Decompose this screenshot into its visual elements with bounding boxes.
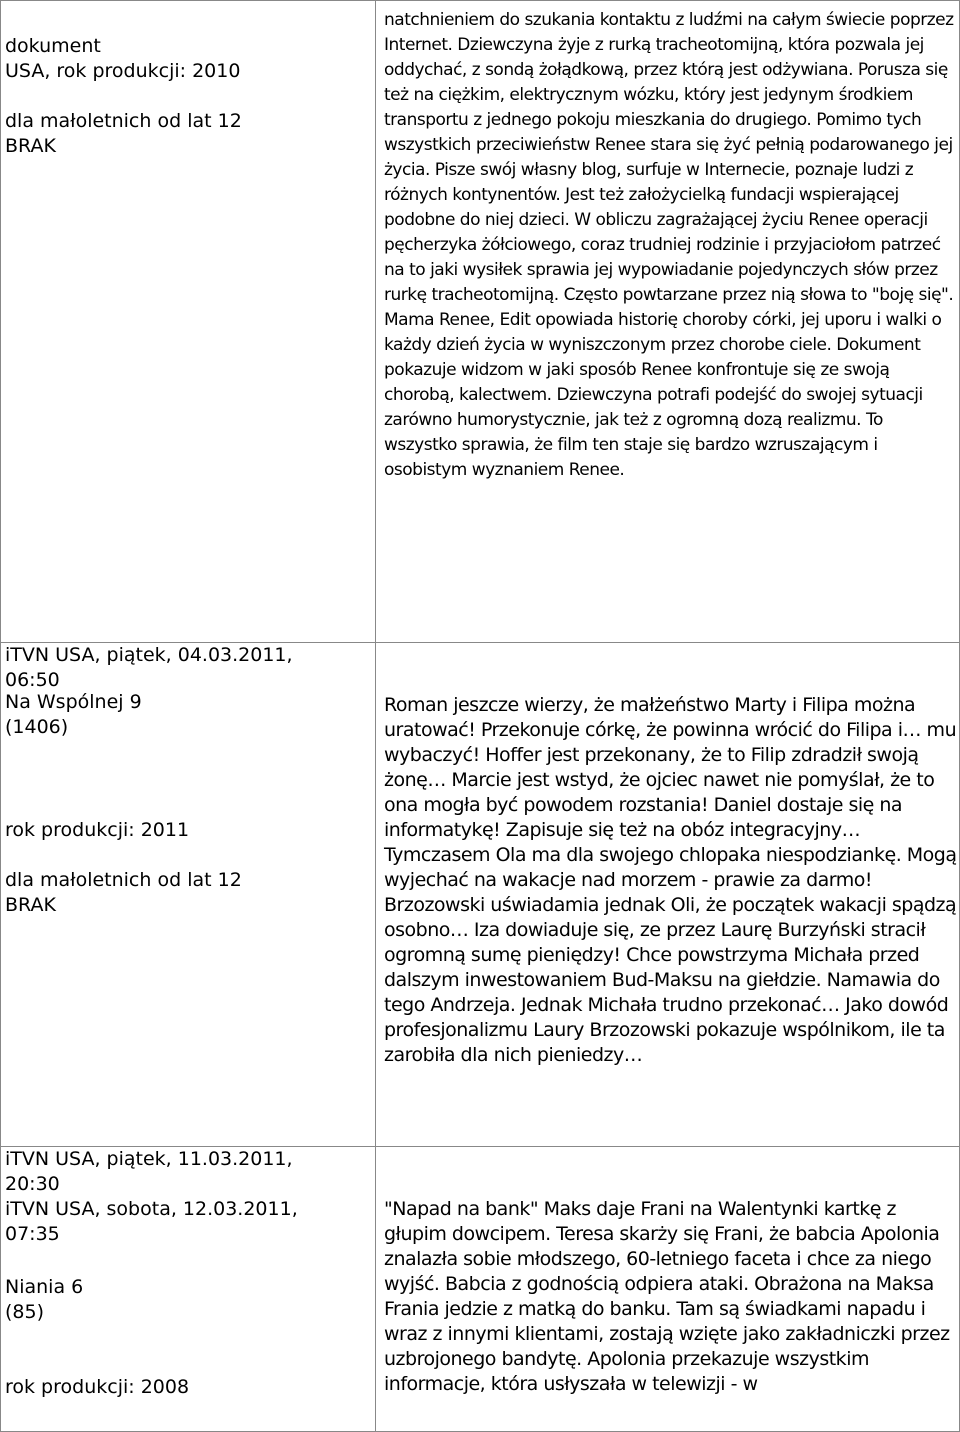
program-description: Roman jeszcze wierzy, że małżeństwo Marty i Filipa można uratować! Przekonuje córkę, że powinna wrócić do Filipa i… mu wybaczyć! Hoffer jest przekonany, że to Filip zdradził swoją żonę… Marcie jest wstyd, że ojciec nawet nie pomyślał, że to ona mogła być powodem rozstania! Daniel dostaje się na informatykę! Zapisuje się też na obóz integracyjny… Tymczasem Ola ma dla swojego chlopaka niespodziankę. Mogą wyjechać na wakacje nad morzem - prawie za darmo! Brzozowski uświadamia jednak Oli, że początek wakacji spądzą osobno… Iza dowiaduje się, ze przez Laurę Burzyński stracił ogromną sumę pieniędzy! Chce powstrzyma Michała przed dalszym inwestowaniem Bud-Maksu na giełdzie. Namawia do tego Andrzeja. Jednak Michała trudno przekonać… Jako dowód profesjonalizmu Laury Brzozowski pokazuje wspólnikom, ile ta zarobiła dla nich pieniedzy… [384,694,957,1066]
broadcast-schedule: iTVN USA, piątek, 11.03.2011, 20:30 iTVN USA, sobota, 12.03.2011, 07:35 [5,1148,298,1245]
program-extra: BRAK [5,135,56,157]
age-rating: dla małoletnich od lat 12 [5,110,242,132]
program-title: Niania 6 (85) [5,1276,84,1323]
table-border-left [0,0,1,1432]
program-origin-year: USA, rok produkcji: 2010 [5,60,241,82]
program-description: "Napad na bank" Maks daje Frani na Walentynki kartkę z głupim dowcipem. Teresa skarży się Frani, że babcia Apolonia znalazła sobie młodszego, 60-letniego faceta i chce za niego wyjść. Babcia z godnością odpiera ataki. Obrażona na Maksa Frania jedzie z matką do banku. Tam są świadkami napadu i wraz z innymi klientami, zostają wzięte jako zakładniczki przez uzbrojonego bandytę. Apolonia przekazuje wszystkim informacje, która usłyszała w telewizji - w [384,1198,950,1395]
table-border-top [0,0,960,1]
production-year: rok produkcji: 2008 [5,1376,190,1398]
program-title: Na Wspólnej 9 (1406) [5,691,142,738]
table-border-middle [375,0,376,1432]
production-year: rok produkcji: 2011 [5,819,190,841]
program-description: natchnieniem do szukania kontaktu z ludźmi na całym świecie poprzez Internet. Dziewczyna żyje z rurką tracheotomijną, która pozwala jej oddychać, z sondą żołądkową, przez którą jest odżywiana. Porusza się też na ciężkim, elektrycznym wózku, który jest jedynym środkiem transportu z jednego pokoju mieszkania do drugiego. Pomimo tych wszystkich przeciwieństw Renee stara się żyć pełnią podarowanego jej życia. Pisze swój własny blog, surfuje w Internecie, poznaje ludzi z różnych kontynentów. Jest też założycielką fundacji wspierającej podobne do niej dzieci. W obliczu zagrażającej życiu Renee operacji pęcherzyka żółciowego, coraz trudniej rodzinie i przyjaciołom patrzeć na to jaki wysiłek sprawia jej wypowiadanie pojedynczych słów przez rurkę tracheotomijną. Często powtarzane przez nią słowa to "boję się". Mama Renee, Edit opowiada historię choroby córki, jej uporu i walki o każdy dzień życia w wyniszczonym przez chorobe ciele. Dokument pokazuje widzom w jaki sposób Renee konfrontuje się ze swoją chorobą, kalectwem. Dziewczyna potrafi podejść do swojej sytuacji zarówno humorystycznie, jak też z ogromną dozą realizmu. To wszystko sprawia, że film ten staje się bardzo wzruszającym i osobistym wyznaniem Renee. [384,10,954,480]
program-extra: BRAK [5,894,56,916]
broadcast-schedule: iTVN USA, piątek, 04.03.2011, 06:50 [5,644,293,691]
program-type: dokument [5,35,101,57]
age-rating: dla małoletnich od lat 12 [5,869,242,891]
